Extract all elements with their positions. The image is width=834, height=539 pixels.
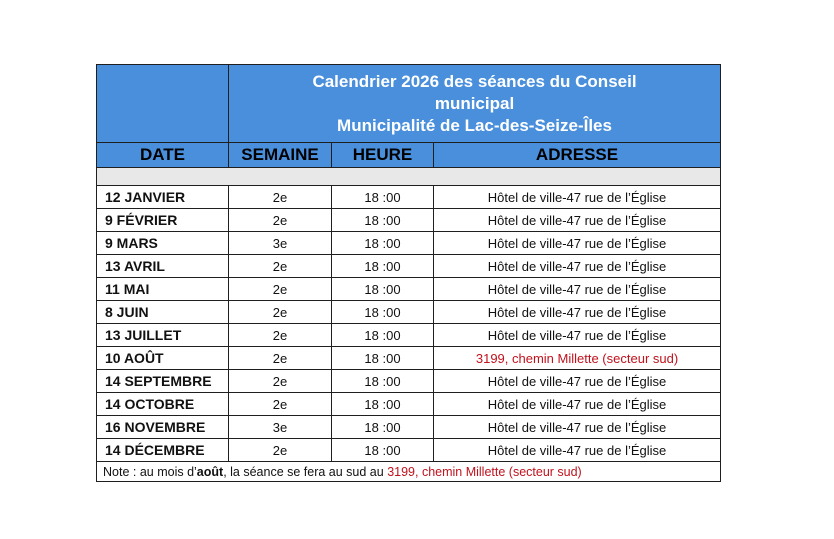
heure-cell: 18 :00 <box>332 186 434 209</box>
adresse-cell: Hôtel de ville-47 rue de l’Église <box>434 232 721 255</box>
title-line-3: Municipalité de Lac-des-Seize-Îles <box>337 115 612 135</box>
note-middle: , la séance se fera au sud au <box>223 464 388 479</box>
header-semaine: SEMAINE <box>229 143 332 168</box>
adresse-cell: Hôtel de ville-47 rue de l’Église <box>434 393 721 416</box>
table-row <box>97 186 721 209</box>
table-row <box>97 301 721 324</box>
note-cell <box>97 462 721 482</box>
semaine-cell: 2e <box>229 439 332 462</box>
semaine-cell: 2e <box>229 186 332 209</box>
date-cell: 9 FÉVRIER <box>97 209 229 232</box>
heure-cell: 18 :00 <box>332 278 434 301</box>
adresse-cell: Hôtel de ville-47 rue de l’Église <box>434 186 721 209</box>
semaine-cell: 2e <box>229 278 332 301</box>
title-line-2: municipal <box>434 93 515 113</box>
date-cell: 14 SEPTEMBRE <box>97 370 229 393</box>
heure-cell: 18 :00 <box>332 347 434 370</box>
adresse-cell: Hôtel de ville-47 rue de l’Église <box>434 439 721 462</box>
heure-cell: 18 :00 <box>332 209 434 232</box>
semaine-cell: 2e <box>229 347 332 370</box>
date-cell: 13 AVRIL <box>97 255 229 278</box>
table-row <box>97 347 721 370</box>
schedule-rows <box>97 186 721 462</box>
heure-cell: 18 :00 <box>332 232 434 255</box>
heure-cell: 18 :00 <box>332 439 434 462</box>
date-cell: 9 MARS <box>97 232 229 255</box>
council-calendar-sheet <box>96 64 720 482</box>
column-header-row <box>97 143 721 168</box>
heure-cell: 18 :00 <box>332 370 434 393</box>
table-row <box>97 324 721 347</box>
note-prefix: Note : au mois d’ <box>103 464 197 479</box>
semaine-cell: 2e <box>229 324 332 347</box>
header-date: DATE <box>97 143 229 168</box>
date-cell: 14 DÉCEMBRE <box>97 439 229 462</box>
table-row <box>97 439 721 462</box>
date-cell: 11 MAI <box>97 278 229 301</box>
table-row <box>97 416 721 439</box>
semaine-cell: 2e <box>229 301 332 324</box>
date-cell: 16 NOVEMBRE <box>97 416 229 439</box>
page-title <box>229 71 720 137</box>
table-row <box>97 209 721 232</box>
title-line-1: Calendrier 2026 des séances du Conseil <box>312 71 637 91</box>
semaine-cell: 3e <box>229 416 332 439</box>
title-cell <box>229 65 721 143</box>
semaine-cell: 2e <box>229 370 332 393</box>
semaine-cell: 2e <box>229 393 332 416</box>
adresse-cell: Hôtel de ville-47 rue de l’Église <box>434 301 721 324</box>
adresse-cell: Hôtel de ville-47 rue de l’Église <box>434 278 721 301</box>
calendar-table <box>96 64 721 482</box>
spacer-cell <box>97 168 721 186</box>
adresse-cell: Hôtel de ville-47 rue de l’Église <box>434 209 721 232</box>
note-address: 3199, chemin Millette (secteur sud) <box>387 464 582 479</box>
date-cell: 14 OCTOBRE <box>97 393 229 416</box>
semaine-cell: 2e <box>229 209 332 232</box>
adresse-cell: Hôtel de ville-47 rue de l’Église <box>434 416 721 439</box>
adresse-cell: Hôtel de ville-47 rue de l’Église <box>434 370 721 393</box>
heure-cell: 18 :00 <box>332 416 434 439</box>
table-row <box>97 393 721 416</box>
adresse-cell: Hôtel de ville-47 rue de l’Église <box>434 324 721 347</box>
heure-cell: 18 :00 <box>332 301 434 324</box>
title-blank-cell <box>97 65 229 143</box>
date-cell: 13 JUILLET <box>97 324 229 347</box>
note-month: août <box>196 464 224 479</box>
date-cell: 8 JUIN <box>97 301 229 324</box>
table-row <box>97 370 721 393</box>
date-cell: 12 JANVIER <box>97 186 229 209</box>
adresse-cell: 3199, chemin Millette (secteur sud) <box>434 347 721 370</box>
heure-cell: 18 :00 <box>332 393 434 416</box>
header-adresse: ADRESSE <box>434 143 721 168</box>
table-row <box>97 255 721 278</box>
table-row <box>97 232 721 255</box>
adresse-cell: Hôtel de ville-47 rue de l’Église <box>434 255 721 278</box>
title-row <box>97 65 721 143</box>
heure-cell: 18 :00 <box>332 255 434 278</box>
date-cell: 10 AOÛT <box>97 347 229 370</box>
semaine-cell: 3e <box>229 232 332 255</box>
header-heure: HEURE <box>332 143 434 168</box>
note-row <box>97 462 721 482</box>
table-row <box>97 278 721 301</box>
heure-cell: 18 :00 <box>332 324 434 347</box>
spacer-row <box>97 168 721 186</box>
semaine-cell: 2e <box>229 255 332 278</box>
